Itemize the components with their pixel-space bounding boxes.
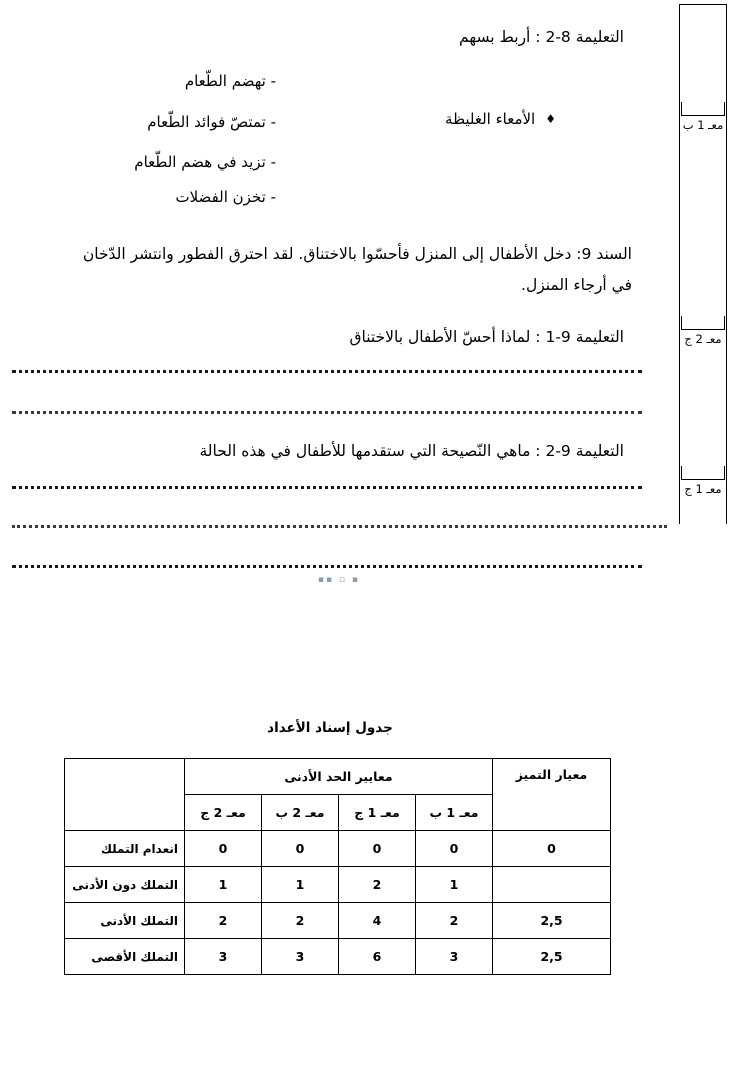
margin-grading-column	[679, 4, 727, 524]
score-table-group-header-row	[65, 759, 611, 795]
cell-crit4-r3: 2	[185, 903, 262, 939]
margin-score-box-3[interactable]	[679, 466, 727, 497]
matching-term	[445, 110, 556, 128]
question-9-2: التعليمة 9-2 : ماهي النّصيحة التي ستقدمها للأطفال في هذه الحالة	[199, 442, 624, 460]
cell-crit3-r2: 1	[262, 867, 339, 903]
margin-score-box-2[interactable]	[679, 316, 727, 347]
cell-excellence-r3: 2,5	[493, 903, 611, 939]
table-row	[65, 831, 611, 867]
cell-crit2-r4: 6	[339, 939, 416, 975]
answer-line-q2-3[interactable]	[12, 565, 642, 571]
cell-crit1-r2: 1	[416, 867, 493, 903]
row-label-4: التملك الأقصى	[65, 939, 185, 975]
cell-excellence-r1: 0	[493, 831, 611, 867]
cell-excellence-r2	[493, 867, 611, 903]
table-row	[65, 903, 611, 939]
matching-option-2[interactable]: - تمتصّ فوائد الطّعام	[147, 113, 276, 131]
cell-crit4-r2: 1	[185, 867, 262, 903]
cell-crit1-r4: 3	[416, 939, 493, 975]
cell-crit2-r1: 0	[339, 831, 416, 867]
diamond-bullet-icon: ♦	[545, 112, 556, 126]
header-crit-1: معـ 1 ب	[416, 795, 493, 831]
header-rowlabel-corner	[65, 759, 185, 831]
passage-line-2: في أرجاء المنزل.	[521, 276, 632, 294]
table-row	[65, 867, 611, 903]
cell-crit4-r1: 0	[185, 831, 262, 867]
margin-box-label-2: معـ 2 ج	[684, 332, 722, 346]
scan-artifact: ▪ ▫ ▪▪	[317, 575, 360, 582]
margin-bracket-1	[681, 102, 725, 116]
margin-bracket-2	[681, 316, 725, 330]
cell-crit1-r1: 0	[416, 831, 493, 867]
margin-bracket-3	[681, 466, 725, 480]
matching-option-1[interactable]: - تهضم الطّعام	[184, 72, 276, 90]
cell-excellence-r4: 2,5	[493, 939, 611, 975]
matching-term-label: الأمعاء الغليظة	[445, 110, 536, 128]
header-excellence-group: معيار التميز	[493, 759, 611, 831]
header-crit-2: معـ 1 ج	[339, 795, 416, 831]
header-crit-4: معـ 2 ج	[185, 795, 262, 831]
answer-line-q1-2[interactable]	[12, 411, 642, 417]
score-table-caption: جدول إسناد الأعداد	[267, 720, 393, 736]
row-label-2: التملك دون الأدنى	[65, 867, 185, 903]
cell-crit4-r4: 3	[185, 939, 262, 975]
cell-crit1-r3: 2	[416, 903, 493, 939]
cell-crit3-r3: 2	[262, 903, 339, 939]
matching-option-4[interactable]: - تخزن الفضلات	[175, 188, 276, 206]
answer-line-q2-1[interactable]	[12, 486, 642, 492]
cell-crit2-r3: 4	[339, 903, 416, 939]
margin-score-box-1[interactable]	[679, 102, 727, 133]
margin-box-label-3: معـ 1 ج	[684, 482, 722, 496]
cell-crit2-r2: 2	[339, 867, 416, 903]
question-9-1: التعليمة 9-1 : لماذا أحسّ الأطفال بالاختناق	[349, 328, 624, 346]
score-table	[64, 758, 611, 975]
margin-box-label-1: معـ 1 ب	[682, 118, 724, 132]
passage-line-1: السند 9: دخل الأطفال إلى المنزل فأحسّوا بالاختناق. لقد احترق الفطور وانتشر الدّخان	[82, 245, 632, 263]
matching-option-3[interactable]: - تزيد في هضم الطّعام	[134, 153, 276, 171]
cell-crit3-r4: 3	[262, 939, 339, 975]
answer-line-q1-1[interactable]	[12, 370, 642, 376]
table-row	[65, 939, 611, 975]
answer-line-q2-2[interactable]	[12, 525, 667, 531]
header-minimum-group: معايير الحد الأدنى	[185, 759, 493, 795]
cell-crit3-r1: 0	[262, 831, 339, 867]
row-label-1: انعدام التملك	[65, 831, 185, 867]
exercise-8-heading: التعليمة 8-2 : أربط بسهم	[459, 28, 624, 46]
row-label-3: التملك الأدنى	[65, 903, 185, 939]
header-crit-3: معـ 2 ب	[262, 795, 339, 831]
